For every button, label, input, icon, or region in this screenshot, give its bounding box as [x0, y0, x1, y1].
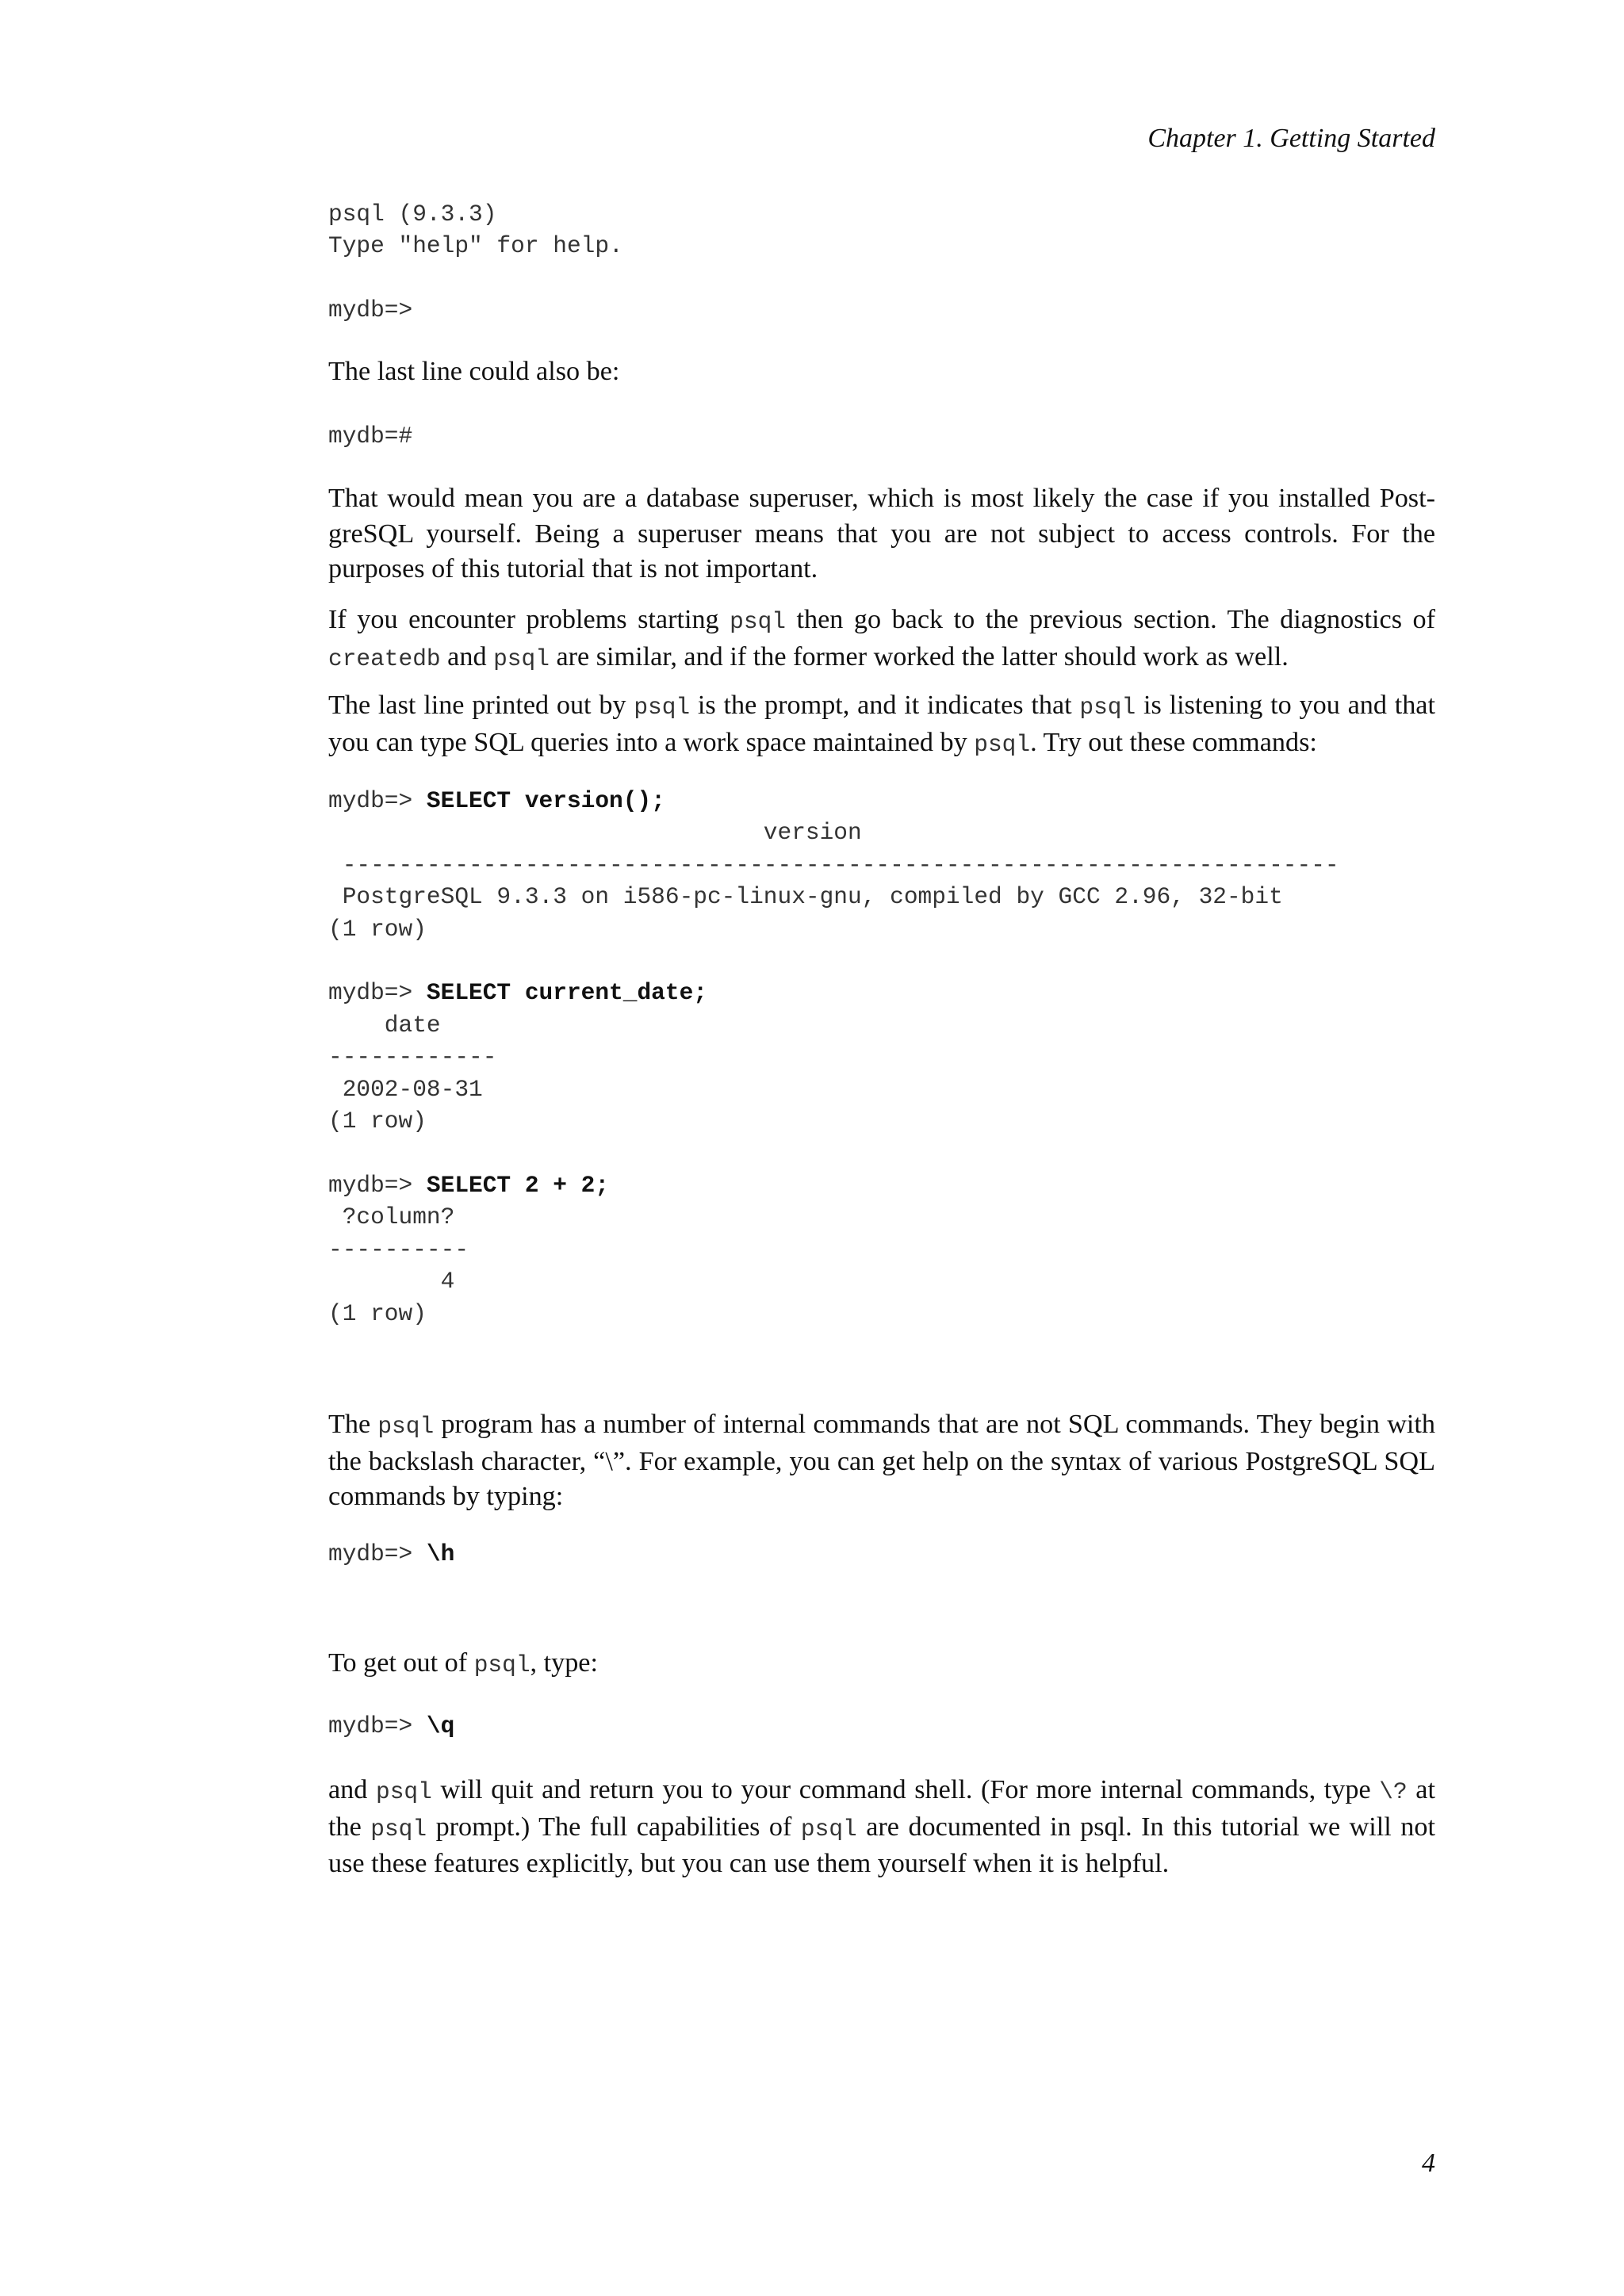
code-command: SELECT 2 + 2;: [426, 1171, 610, 1199]
inline-code: psql: [473, 1651, 530, 1678]
paragraph-last-line: The last line could also be:: [328, 357, 620, 386]
text-run: . Try out these commands:: [1030, 727, 1317, 757]
code-line: 4: [328, 1268, 455, 1295]
inline-code: psql: [493, 645, 550, 672]
code-command: SELECT version();: [426, 787, 665, 814]
text-run: and: [328, 1775, 376, 1804]
code-block-help: [328, 1538, 454, 1570]
text-run: will quit and return you to your command shell. (For more internal commands, type: [431, 1775, 1380, 1804]
text-run: To get out of: [328, 1648, 474, 1678]
inline-code: psql: [377, 1413, 435, 1440]
code-block-quit: [328, 1710, 454, 1742]
code-command: \q: [426, 1712, 455, 1739]
inline-code: psql: [634, 694, 691, 721]
inline-code: psql: [376, 1778, 432, 1805]
code-line: -----------------------------------------------------------------------: [328, 851, 1339, 878]
code-line: Type "help" for help.: [328, 232, 623, 260]
code-line: (1 row): [328, 1108, 427, 1135]
inline-code: psql: [730, 608, 786, 635]
inline-code: \?: [1379, 1778, 1408, 1805]
code-prompt: mydb=>: [328, 787, 427, 814]
code-line: mydb=#: [328, 423, 413, 450]
code-line: ----------: [328, 1235, 469, 1263]
paragraph-quit: [328, 1646, 1435, 1683]
code-prompt: mydb=>: [328, 979, 427, 1007]
code-block-queries: [328, 785, 1339, 1330]
text-run: are documented in psql. In this tutorial we will not use these features explicitly, but you can use them yourself when it is helpful.: [328, 1812, 1435, 1878]
page-number: 4: [1422, 2149, 1435, 2178]
code-block-psql-startup: [328, 198, 623, 327]
text-run: The last line printed out by: [328, 691, 634, 720]
code-command: SELECT current_date;: [426, 979, 707, 1007]
text-run: are similar, and if the former worked the latter should work as well.: [549, 641, 1289, 672]
inline-code: psql: [370, 1815, 427, 1843]
paragraph-internal-commands: [328, 1407, 1435, 1515]
inline-code: psql: [800, 1815, 857, 1843]
text-run: The: [328, 1410, 378, 1439]
paragraph-capabilities: [328, 1773, 1435, 1882]
inline-code: createdb: [328, 645, 441, 672]
paragraph-superuser: That would mean you are a database superuser, which is most likely the case if you installed Post-greSQL yourself. Being a superuser means that you are not subject to access controls. For the purposes of this tutorial that is not important.: [328, 484, 1435, 584]
text-run: is listening to you and that you can type SQL queries into a work space maintained by: [328, 691, 1435, 757]
paragraph-prompt: [328, 688, 1435, 762]
text-run: then go back to the previous section. The diagnostics of: [785, 605, 1435, 634]
inline-code: psql: [974, 730, 1031, 758]
code-prompt: mydb=>: [328, 1171, 427, 1199]
code-line: PostgreSQL 9.3.3 on i586-pc-linux-gnu, compiled by GCC 2.96, 32-bit: [328, 883, 1283, 911]
code-line: mydb=>: [328, 297, 413, 324]
text-run: program has a number of internal commands that are not SQL commands. They begin with the backslash character, “\”. For example, you can get help on the syntax of various PostgreSQL SQL commands by typing:: [328, 1410, 1435, 1511]
code-line: (1 row): [328, 915, 427, 943]
code-line: date: [328, 1011, 441, 1039]
code-line: ?column?: [328, 1203, 455, 1231]
text-run: and: [440, 641, 494, 672]
running-header: Chapter 1. Getting Started: [1147, 124, 1435, 153]
inline-code: psql: [1079, 694, 1136, 721]
text-run: , type:: [530, 1648, 598, 1678]
code-command: \h: [426, 1540, 455, 1567]
code-block-superuser-prompt: [328, 420, 412, 452]
text-run: is the prompt, and it indicates that: [690, 691, 1080, 720]
code-line: 2002-08-31: [328, 1075, 483, 1103]
code-line: (1 row): [328, 1299, 427, 1327]
code-prompt: mydb=>: [328, 1540, 427, 1567]
paragraph-problems: [328, 603, 1435, 676]
text-run: at the: [328, 1775, 1435, 1842]
text-run: prompt.) The full capabilities of: [427, 1812, 801, 1842]
text-run: If you encounter problems starting: [328, 605, 730, 634]
code-prompt: mydb=>: [328, 1712, 427, 1739]
code-line: psql (9.3.3): [328, 201, 497, 228]
code-line: ------------: [328, 1043, 497, 1071]
code-line: version: [328, 819, 862, 847]
